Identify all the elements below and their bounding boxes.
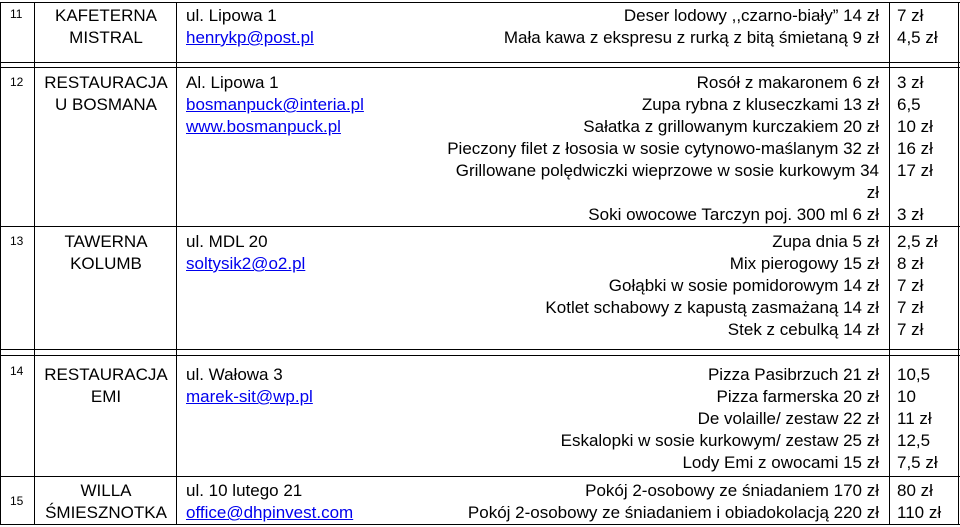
row-number: 14 [10,364,24,378]
menu-item: Stek z cebulką 14 zł [727,320,879,339]
email-link[interactable]: marek-sit@wp.pl [186,387,313,406]
address: Al. Lipowa 1 [186,73,279,92]
menu-items [186,364,879,474]
price [897,182,933,204]
row-number: 15 [10,494,24,508]
price: 7 zł [897,276,924,295]
price: 10 zł [897,117,933,136]
venue-name-line: KAFETERNA [54,6,158,25]
email-link[interactable]: office@dhpinvest.com [186,503,354,522]
address: ul. Wałowa 3 [186,365,283,384]
menu-items [186,231,879,341]
menu-item: Mała kawa z ekspresu z rurką z bitą śmietaną 9 zł [503,28,879,47]
row-divider [0,349,960,350]
discount-prices [897,231,938,341]
column-divider [0,2,1,525]
discount-prices [897,480,941,524]
discount-prices [897,5,938,49]
menu-item: Kotlet schabowy z kapustą zasmażaną 14 zł [545,298,879,317]
venue-name [36,5,176,49]
venue-name-line: KOLUMB [70,254,142,273]
email-link[interactable]: bosmanpuck@interia.pl [186,95,364,114]
column-divider [958,2,959,525]
email-link[interactable]: henrykp@post.pl [186,28,314,47]
row-divider [0,226,960,227]
price: 80 zł [897,481,933,500]
column-divider [176,2,177,525]
price: 12,5 [897,431,931,450]
menu-item: Lody Emi z owocami 15 zł [682,453,879,472]
price: 7,5 zł [897,453,938,472]
menu-item: Pokój 2-osobowy ze śniadaniem i obiadokolacją 220 zł [467,503,879,522]
venue-name-line: WILLA [80,481,132,500]
menu-item: Pizza farmerska 20 zł [716,387,879,406]
venue-name-line: U BOSMANA [54,95,158,114]
table-border-top [0,2,960,3]
row-divider [0,62,960,63]
price: 7 zł [897,298,924,317]
column-divider [34,2,35,525]
price: 6,5 [897,95,921,114]
menu-item: Pieczony filet z łososia w sosie cytynowo-maślanym 32 zł [447,139,879,158]
menu-item: zł [866,183,879,202]
price: 16 zł [897,139,933,158]
price: 10 [897,387,916,406]
venue-name [36,480,176,524]
row-divider [0,67,960,68]
price: 11 zł [897,409,932,428]
menu-item: Gołąbki w sosie pomidorowym 14 zł [608,276,879,295]
menu-item: Sałatka z grillowanym kurczakiem 20 zł [583,117,879,136]
row-number: 13 [10,234,24,248]
website-link[interactable]: www.bosmanpuck.pl [186,117,341,136]
price: 2,5 zł [897,232,938,251]
email-link[interactable]: soltysik2@o2.pl [186,254,306,273]
price: 8 zł [897,254,924,273]
price: 10,5 [897,365,931,384]
address: ul. Lipowa 1 [186,6,277,25]
venue-name [36,72,176,116]
price: 3 zł [897,205,924,224]
price: 4,5 zł [897,28,938,47]
discount-prices [897,72,933,226]
menu-items [186,5,879,49]
menu-item: Zupa dnia 5 zł [772,232,879,251]
address: ul. MDL 20 [186,232,268,251]
venue-name-line: ŚMIESZNOTKA [45,503,167,522]
menu-item: Deser lodowy ,,czarno-biały” 14 zł [623,6,879,25]
menu-item: Pizza Pasibrzuch 21 zł [707,365,879,384]
menu-items [186,72,879,226]
menu-item: Eskalopki w sosie kurkowym/ zestaw 25 zł [560,431,879,450]
discount-prices [897,364,938,474]
venue-name [36,231,176,275]
venue-name-line: RESTAURACJA [44,73,168,92]
price: 17 zł [897,161,933,180]
row-divider [0,476,960,477]
venue-name [36,364,176,408]
row-divider [0,355,960,356]
price: 7 zł [897,6,924,25]
menu-item: Soki owocowe Tarczyn poj. 300 ml 6 zł [588,205,879,224]
row-number: 12 [10,75,24,89]
menu-items [186,480,879,524]
price: 110 zł [897,503,942,522]
price: 3 zł [897,73,924,92]
venue-name-line: RESTAURACJA [44,365,168,384]
menu-item: Mix pierogowy 15 zł [729,254,879,273]
table-border-bottom [0,524,960,525]
column-divider [889,2,890,525]
venue-name-line: TAWERNA [64,232,148,251]
address: ul. 10 lutego 21 [186,481,303,500]
venue-name-line: EMI [90,387,122,406]
venue-name-line: MISTRAL [69,28,143,47]
menu-item: Zupa rybna z kluseczkami 13 zł [641,95,879,114]
row-number: 11 [10,7,23,21]
price: 7 zł [897,320,924,339]
menu-item: De volaille/ zestaw 22 zł [697,409,879,428]
menu-item: Pokój 2-osobowy ze śniadaniem 170 zł [585,481,879,500]
menu-item: Grillowane polędwiczki wieprzowe w sosie kurkowym 34 [455,161,879,180]
menu-item: Rosół z makaronem 6 zł [696,73,879,92]
